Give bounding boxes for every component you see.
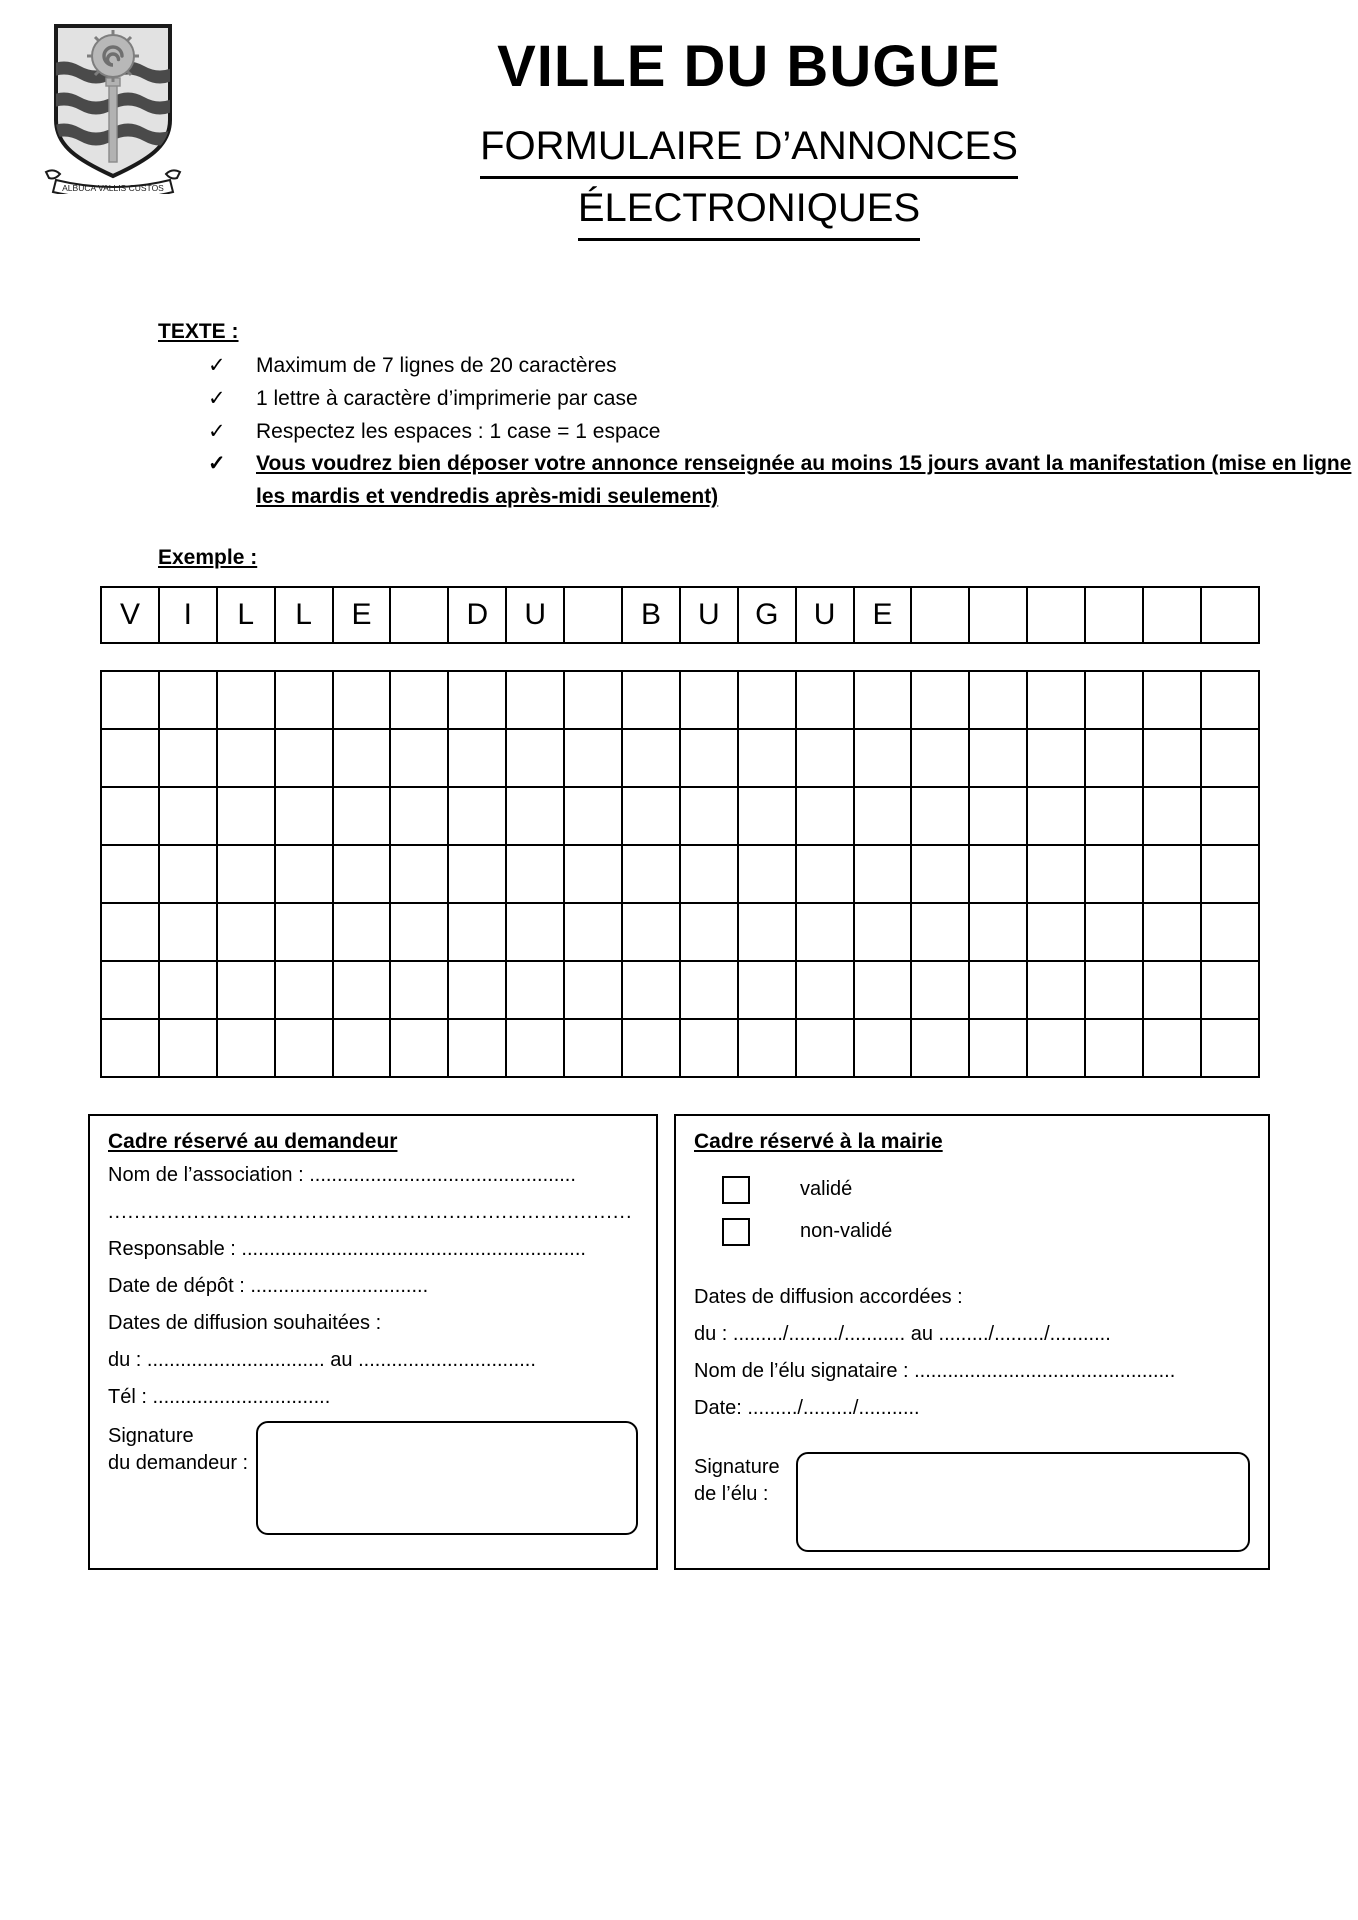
example-grid-cell xyxy=(1027,587,1085,643)
announcement-grid-cell[interactable] xyxy=(333,1019,391,1077)
announcement-grid-cell[interactable] xyxy=(275,845,333,903)
example-grid-cell: U xyxy=(680,587,738,643)
coat-of-arms-crest xyxy=(38,14,188,194)
example-label: Exemple : xyxy=(158,545,258,569)
elu-signature-line-1: Signature xyxy=(694,1455,780,1478)
announcement-grid-cell[interactable] xyxy=(969,1019,1027,1077)
checkbox-valide[interactable] xyxy=(722,1176,750,1204)
announcement-grid-cell[interactable] xyxy=(101,729,159,787)
announcement-grid-cell[interactable] xyxy=(159,671,217,729)
announcement-grid-cell[interactable] xyxy=(1143,729,1201,787)
announcement-grid-cell[interactable] xyxy=(622,671,680,729)
announcement-grid-cell[interactable] xyxy=(796,845,854,903)
valide-check-row[interactable] xyxy=(722,1176,1250,1204)
announcement-grid-cell[interactable] xyxy=(448,845,506,903)
announcement-grid-cell[interactable] xyxy=(1201,671,1259,729)
list-item xyxy=(198,416,1358,449)
list-item xyxy=(198,448,1358,514)
applicant-box xyxy=(88,1114,658,1570)
mairie-date-field[interactable]: Date: ........./........./........... xyxy=(694,1396,920,1419)
announcement-grid-cell[interactable] xyxy=(1143,903,1201,961)
announcement-grid-cell[interactable] xyxy=(854,845,912,903)
example-letter-grid xyxy=(100,586,1260,644)
list-item-label: Maximum de 7 lignes de 20 caractères xyxy=(256,354,617,377)
announcement-grid-row xyxy=(101,671,1259,729)
announcement-grid-cell[interactable] xyxy=(448,903,506,961)
association-name-field[interactable]: Nom de l’association : ................................................ xyxy=(108,1163,576,1186)
example-grid-wrap xyxy=(100,586,1260,644)
announcement-grid-cell[interactable] xyxy=(159,729,217,787)
announcement-grid-cell[interactable] xyxy=(564,1019,622,1077)
mairie-box-title: Cadre réservé à la mairie xyxy=(694,1129,943,1153)
example-grid-cell: G xyxy=(738,587,796,643)
announcement-grid-cell[interactable] xyxy=(1027,787,1085,845)
announcement-grid-cell[interactable] xyxy=(333,961,391,1019)
announcement-grid-cell[interactable] xyxy=(911,671,969,729)
announcement-grid-cell[interactable] xyxy=(969,787,1027,845)
nom-elu-signataire-field[interactable]: Nom de l’élu signataire : ............................................... xyxy=(694,1359,1176,1382)
announcement-grid-cell[interactable] xyxy=(796,671,854,729)
announcement-grid-cell[interactable] xyxy=(911,1019,969,1077)
applicant-box-title: Cadre réservé au demandeur xyxy=(108,1129,398,1153)
announcement-grid-cell[interactable] xyxy=(217,903,275,961)
applicant-signature-caption xyxy=(108,1421,248,1477)
announcement-grid-cell[interactable] xyxy=(1201,845,1259,903)
announcement-grid-cell[interactable] xyxy=(506,845,564,903)
announcement-grid-cell[interactable] xyxy=(159,787,217,845)
announcement-grid-cell[interactable] xyxy=(1085,845,1143,903)
instructions-list xyxy=(158,350,1358,514)
announcement-grid-cell[interactable] xyxy=(506,671,564,729)
example-grid-cell: B xyxy=(622,587,680,643)
announcement-grid-cell[interactable] xyxy=(1201,903,1259,961)
announcement-grid-cell[interactable] xyxy=(1201,961,1259,1019)
announcement-grid-row xyxy=(101,787,1259,845)
announcement-grid-cell[interactable] xyxy=(854,903,912,961)
announcement-grid-cell[interactable] xyxy=(564,787,622,845)
check-icon: ✓ xyxy=(208,354,226,377)
announcement-grid-cell[interactable] xyxy=(622,1019,680,1077)
dates-diffusion-accordees-label: Dates de diffusion accordées : xyxy=(694,1285,963,1308)
announcement-grid-cell[interactable] xyxy=(101,845,159,903)
example-grid-cell: L xyxy=(275,587,333,643)
subtitle-line-2: ÉLECTRONIQUES xyxy=(578,179,920,241)
list-item-label: Vous voudrez bien déposer votre annonce renseignée au moins 15 jours avant la manifestation (mise en ligne les mardis et vendredis après-midi seulement) xyxy=(256,452,1352,508)
announcement-grid-cell[interactable] xyxy=(275,903,333,961)
announcement-grid-cell[interactable] xyxy=(1143,1019,1201,1077)
announcement-grid-cell[interactable] xyxy=(622,845,680,903)
example-grid-cell xyxy=(390,587,448,643)
announcement-grid-cell[interactable] xyxy=(506,787,564,845)
mairie-box xyxy=(674,1114,1270,1570)
announcement-grid-cell[interactable] xyxy=(1027,903,1085,961)
announcement-grid-cell[interactable] xyxy=(275,729,333,787)
announcement-grid-cell[interactable] xyxy=(796,903,854,961)
announcement-grid-cell[interactable] xyxy=(738,671,796,729)
announcement-grid-cell[interactable] xyxy=(969,729,1027,787)
title-block xyxy=(200,36,1298,241)
list-item xyxy=(198,383,1358,416)
announcement-grid-cell[interactable] xyxy=(680,1019,738,1077)
announcement-grid-cell[interactable] xyxy=(738,961,796,1019)
announcement-grid-cell[interactable] xyxy=(1027,845,1085,903)
announcement-grid-cell[interactable] xyxy=(911,787,969,845)
announcement-grid-cell[interactable] xyxy=(564,845,622,903)
check-icon: ✓ xyxy=(208,386,226,410)
announcement-grid-cell[interactable] xyxy=(969,961,1027,1019)
example-grid-cell xyxy=(564,587,622,643)
example-grid-cell: U xyxy=(506,587,564,643)
elu-signature-area[interactable] xyxy=(796,1452,1250,1552)
elu-signature-caption xyxy=(694,1452,780,1508)
announcement-grid-cell[interactable] xyxy=(217,729,275,787)
announcement-grid-cell[interactable] xyxy=(911,729,969,787)
announcement-grid-cell[interactable] xyxy=(275,787,333,845)
announcement-grid-cell[interactable] xyxy=(101,787,159,845)
announcement-grid-cell[interactable] xyxy=(622,729,680,787)
announcement-grid-cell[interactable] xyxy=(275,1019,333,1077)
announcement-grid-cell[interactable] xyxy=(333,729,391,787)
announcement-grid-cell[interactable] xyxy=(1027,671,1085,729)
announcement-grid-cell[interactable] xyxy=(969,845,1027,903)
example-grid-cell: V xyxy=(101,587,159,643)
elu-signature-line-2: de l’élu : xyxy=(694,1482,769,1505)
announcement-grid-cell[interactable] xyxy=(564,961,622,1019)
example-grid-row xyxy=(101,587,1259,643)
announcement-grid-row xyxy=(101,729,1259,787)
announcement-grid-cell[interactable] xyxy=(1085,729,1143,787)
announcement-grid-cell[interactable] xyxy=(1027,1019,1085,1077)
announcement-grid-cell[interactable] xyxy=(796,787,854,845)
announcement-grid-cell[interactable] xyxy=(333,903,391,961)
announcement-grid-cell[interactable] xyxy=(911,961,969,1019)
check-icon: ✓ xyxy=(208,419,226,443)
announcement-grid-cell[interactable] xyxy=(159,903,217,961)
announcement-grid-cell[interactable] xyxy=(390,903,448,961)
announcement-grid-cell[interactable] xyxy=(333,671,391,729)
announcement-grid-cell[interactable] xyxy=(448,1019,506,1077)
announcement-grid-cell[interactable] xyxy=(680,787,738,845)
list-item-label: Respectez les espaces : 1 case = 1 espace xyxy=(256,419,661,443)
checkbox-valide-label: validé xyxy=(800,1178,853,1201)
announcement-grid-cell[interactable] xyxy=(738,1019,796,1077)
announcement-grid-cell[interactable] xyxy=(159,961,217,1019)
document-header xyxy=(0,0,1358,290)
announcement-letter-grid[interactable] xyxy=(100,670,1260,1078)
announcement-grid-cell[interactable] xyxy=(217,1019,275,1077)
announcement-grid-cell[interactable] xyxy=(506,729,564,787)
announcement-grid-cell[interactable] xyxy=(390,671,448,729)
announcement-grid-cell[interactable] xyxy=(1085,671,1143,729)
announcement-grid-cell[interactable] xyxy=(564,903,622,961)
crest-motto-text: ALBUCA VALLIS CUSTOS xyxy=(62,183,164,193)
announcement-grid-cell[interactable] xyxy=(738,903,796,961)
announcement-grid-cell[interactable] xyxy=(506,961,564,1019)
announcement-grid-cell[interactable] xyxy=(1085,1019,1143,1077)
responsable-field[interactable]: Responsable : .............................................................. xyxy=(108,1237,586,1260)
example-grid-cell: D xyxy=(448,587,506,643)
dates-accordees-du-au-field[interactable]: du : ........./........./........... au ........./........./........... xyxy=(694,1322,1111,1345)
announcement-grid-cell[interactable] xyxy=(796,1019,854,1077)
example-grid-cell xyxy=(1085,587,1143,643)
announcement-grid-cell[interactable] xyxy=(1085,903,1143,961)
example-grid-cell: I xyxy=(159,587,217,643)
announcement-grid-cell[interactable] xyxy=(1143,961,1201,1019)
example-grid-cell xyxy=(1143,587,1201,643)
list-item xyxy=(198,350,1358,383)
announcement-grid-cell[interactable] xyxy=(1201,787,1259,845)
example-grid-cell: U xyxy=(796,587,854,643)
announcement-grid-cell[interactable] xyxy=(1085,787,1143,845)
announcement-grid-cell[interactable] xyxy=(622,961,680,1019)
announcement-grid-cell[interactable] xyxy=(101,1019,159,1077)
applicant-signature-area[interactable] xyxy=(256,1421,638,1535)
announcement-grid-cell[interactable] xyxy=(159,1019,217,1077)
announcement-grid-cell[interactable] xyxy=(854,1019,912,1077)
form-boxes xyxy=(88,1114,1270,1570)
announcement-grid-cell[interactable] xyxy=(680,845,738,903)
telephone-field[interactable]: Tél : ................................ xyxy=(108,1385,331,1408)
announcement-grid-cell[interactable] xyxy=(854,729,912,787)
applicant-signature-line-1: Signature xyxy=(108,1424,194,1447)
example-grid-cell: E xyxy=(854,587,912,643)
announcement-grid-cell[interactable] xyxy=(1201,729,1259,787)
announcement-grid-cell[interactable] xyxy=(390,1019,448,1077)
announcement-grid-cell[interactable] xyxy=(217,787,275,845)
date-depot-field[interactable]: Date de dépôt : ................................ xyxy=(108,1274,429,1297)
announcement-grid-cell[interactable] xyxy=(101,961,159,1019)
announcement-grid-cell[interactable] xyxy=(1143,671,1201,729)
announcement-grid-cell[interactable] xyxy=(622,787,680,845)
announcement-grid-cell[interactable] xyxy=(217,671,275,729)
announcement-grid-cell[interactable] xyxy=(1201,1019,1259,1077)
announcement-grid-cell[interactable] xyxy=(796,961,854,1019)
example-grid-cell xyxy=(1201,587,1259,643)
announcement-grid-cell[interactable] xyxy=(796,729,854,787)
announcement-grid-cell[interactable] xyxy=(101,671,159,729)
announcement-grid-cell[interactable] xyxy=(854,671,912,729)
announcement-grid-cell[interactable] xyxy=(159,845,217,903)
non-valide-check-row[interactable] xyxy=(722,1218,1250,1246)
announcement-grid-cell[interactable] xyxy=(390,729,448,787)
announcement-grid-cell[interactable] xyxy=(680,961,738,1019)
association-name-continuation[interactable]: ................................................................................ xyxy=(108,1200,633,1223)
announcement-grid-cell[interactable] xyxy=(448,961,506,1019)
announcement-grid-cell[interactable] xyxy=(854,961,912,1019)
instructions-section xyxy=(158,320,1358,514)
announcement-grid-row xyxy=(101,1019,1259,1077)
announcement-grid-row xyxy=(101,845,1259,903)
announcement-grid-cell[interactable] xyxy=(564,729,622,787)
page-subtitle xyxy=(200,117,1298,241)
announcement-grid-row xyxy=(101,961,1259,1019)
dates-diffusion-du-au-field[interactable]: du : ................................ au ................................ xyxy=(108,1348,536,1371)
announcement-grid-cell[interactable] xyxy=(622,903,680,961)
announcement-grid-cell[interactable] xyxy=(911,845,969,903)
announcement-grid-cell[interactable] xyxy=(217,845,275,903)
check-icon: ✓ xyxy=(208,452,226,476)
announcement-grid-cell[interactable] xyxy=(969,903,1027,961)
announcement-grid-cell[interactable] xyxy=(448,729,506,787)
announcement-grid-cell[interactable] xyxy=(738,729,796,787)
example-grid-cell: E xyxy=(333,587,391,643)
applicant-signature-line-2: du demandeur : xyxy=(108,1451,249,1474)
announcement-grid-cell[interactable] xyxy=(101,903,159,961)
page-title: VILLE DU BUGUE xyxy=(497,34,1001,99)
checkbox-non-valide-label: non-validé xyxy=(800,1220,893,1243)
applicant-signature-row xyxy=(108,1421,638,1535)
announcement-grid-cell[interactable] xyxy=(506,903,564,961)
announcement-grid-cell[interactable] xyxy=(738,845,796,903)
announcement-grid-cell[interactable] xyxy=(333,845,391,903)
announcement-grid-cell[interactable] xyxy=(564,671,622,729)
announcement-grid-cell[interactable] xyxy=(1027,729,1085,787)
announcement-grid-cell[interactable] xyxy=(969,671,1027,729)
announcement-grid-cell[interactable] xyxy=(390,961,448,1019)
example-grid-cell: L xyxy=(217,587,275,643)
subtitle-line-1: FORMULAIRE D’ANNONCES xyxy=(480,117,1018,179)
announcement-grid-cell[interactable] xyxy=(738,787,796,845)
list-item-label: 1 lettre à caractère d’imprimerie par case xyxy=(256,386,638,410)
announcement-grid-cell[interactable] xyxy=(680,903,738,961)
announcement-grid-cell[interactable] xyxy=(217,961,275,1019)
announcement-grid-cell[interactable] xyxy=(448,671,506,729)
announcement-grid-cell[interactable] xyxy=(275,671,333,729)
announcement-grid-cell[interactable] xyxy=(1027,961,1085,1019)
announcement-grid-cell[interactable] xyxy=(1143,845,1201,903)
announcement-grid-cell[interactable] xyxy=(911,903,969,961)
instructions-heading: TEXTE : xyxy=(158,320,239,343)
announcement-grid-cell[interactable] xyxy=(275,961,333,1019)
announcement-grid-cell[interactable] xyxy=(1143,787,1201,845)
checkbox-non-valide[interactable] xyxy=(722,1218,750,1246)
example-grid-cell xyxy=(969,587,1027,643)
blank-grid-wrap xyxy=(100,670,1260,1078)
announcement-grid-cell[interactable] xyxy=(854,787,912,845)
example-grid-cell xyxy=(911,587,969,643)
announcement-grid-cell[interactable] xyxy=(333,787,391,845)
announcement-grid-cell[interactable] xyxy=(1085,961,1143,1019)
announcement-grid-cell[interactable] xyxy=(680,729,738,787)
announcement-grid-cell[interactable] xyxy=(390,845,448,903)
announcement-grid-cell[interactable] xyxy=(506,1019,564,1077)
announcement-grid-cell[interactable] xyxy=(448,787,506,845)
announcement-grid-cell[interactable] xyxy=(680,671,738,729)
announcement-grid-cell[interactable] xyxy=(390,787,448,845)
dates-diffusion-souhaitees-label: Dates de diffusion souhaitées : xyxy=(108,1311,382,1334)
announcement-grid-row xyxy=(101,903,1259,961)
elu-signature-row xyxy=(694,1452,1250,1552)
